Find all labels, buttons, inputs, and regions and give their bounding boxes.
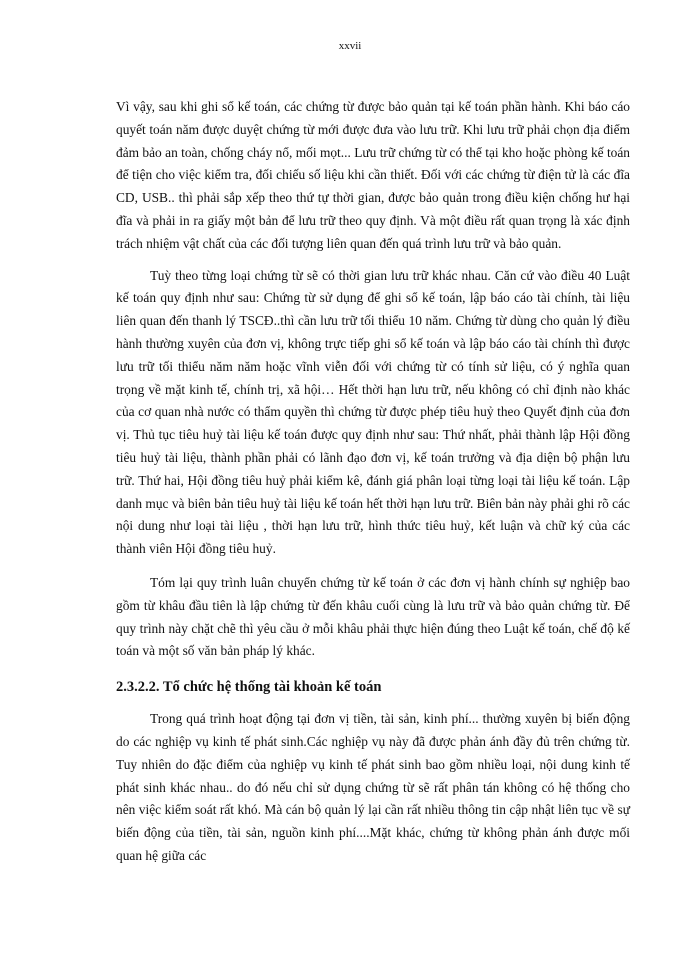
page-number: xxvii xyxy=(338,40,362,52)
section-heading: 2.3.2.2. Tổ chức hệ thống tài khoản kế toán xyxy=(116,679,382,696)
paragraph-accounts-system: Trong quá trình hoạt động tại đơn vị tiền, tài sản, kinh phí... thường xuyên bị biến động do các nghiệp vụ kinh tế phát sinh.Các nghiệp vụ này đã được phản ánh đầy đủ trên chứng từ. Tuy nhiên do đặc điểm của nghiệp vụ kinh tế phát sinh bao gồm nhiều loại, nội dung kinh tế phát sinh khác nhau.. do đó nếu chỉ sử dụng chứng từ sẽ rất phân tán không có hệ thống cho nên việc kiểm soát rất khó. Mà cán bộ quản lý lại cần rất nhiều thông tin cập nhật liên tục về sự biến động của tiền, tài sản, nguồn kinh phí....Mặt khác, chứng từ không phản ánh được mối quan hệ giữa các xyxy=(116,711,630,863)
paragraph-retention-period: Tuỳ theo từng loại chứng từ sẽ có thời gian lưu trữ khác nhau. Căn cứ vào điều 40 Luật kế toán quy định như sau: Chứng từ sử dụng để ghi sổ kế toán, lập báo cáo tài chính, tài liệu liên quan đến thanh lý TSCĐ..thì cần lưu trữ tối thiểu 10 năm. Chứng từ dùng cho quản lý điều hành thường xuyên của đơn vị, không trực tiếp ghi sổ kế toán và lập báo cáo tài chính thì được lưu trữ tối thiểu năm năm hoặc vĩnh viễn đối với chứng từ có tính sử liệu, có ý nghĩa quan trọng về mặt kinh tế, chính trị, xã hội… Hết thời hạn lưu trữ, nếu không có chỉ định nào khác của cơ quan nhà nước có thẩm quyền thì chứng từ được phép tiêu huỷ theo Quyết định của đơn vị. Thủ tục tiêu huỷ tài liệu kế toán được quy định như sau: Thứ nhất, phải thành lập Hội đồng tiêu huỷ tài liệu, thành phần phải có lãnh đạo đơn vị, kế toán trưởng và địa diện bộ phận lưu trữ. Thứ hai, Hội đồng tiêu huỷ phải kiểm kê, đánh giá phân loại từng loại tài liệu kế toán. Lập danh mục và biên bản tiêu huỷ tài liệu kế toán hết thời hạn lưu trữ. Biên bản này phải ghi rõ các nội dung như loại tài liệu , thời hạn lưu trữ, hình thức tiêu huỷ, kết luận và chữ ký của các thành viên Hội đồng tiêu huỷ. xyxy=(116,267,630,557)
paragraph-summary: Tóm lại quy trình luân chuyển chứng từ kế toán ở các đơn vị hành chính sự nghiệp bao gồm từ khâu đầu tiên là lập chứng từ đến khâu cuối cùng là lưu trữ và bảo quản chứng từ. Để quy trình này chặt chẽ thì yêu cầu ở mỗi khâu phải thực hiện đúng theo Luật kế toán, chế độ kế toán và một số văn bản pháp lý khác. xyxy=(116,574,630,659)
document-body xyxy=(116,96,630,868)
paragraph-archiving: Vì vậy, sau khi ghi sổ kế toán, các chứng từ được bảo quản tại kế toán phần hành. Khi báo cáo quyết toán năm được duyệt chứng từ mới được đưa vào lưu trữ. Khi lưu trữ phải chọn địa điểm đảm bảo an toàn, chống cháy nổ, mối mọt... Lưu trữ chứng từ có thể tại kho hoặc phòng kế toán để tiện cho việc kiểm tra, đối chiếu số liệu khi cần thiết. Đối với các chứng từ điện tử là các đĩa CD, USB.. thì phải sắp xếp theo thứ tự thời gian, được bảo quản trong điều kiện chống hư hại đĩa và phải in ra giấy một bản để lưu trữ theo quy định. Và một điều rất quan trọng là xác định trách nhiệm vật chất của các đối tượng liên quan đến quá trình lưu trữ và bảo quản. xyxy=(116,99,630,251)
